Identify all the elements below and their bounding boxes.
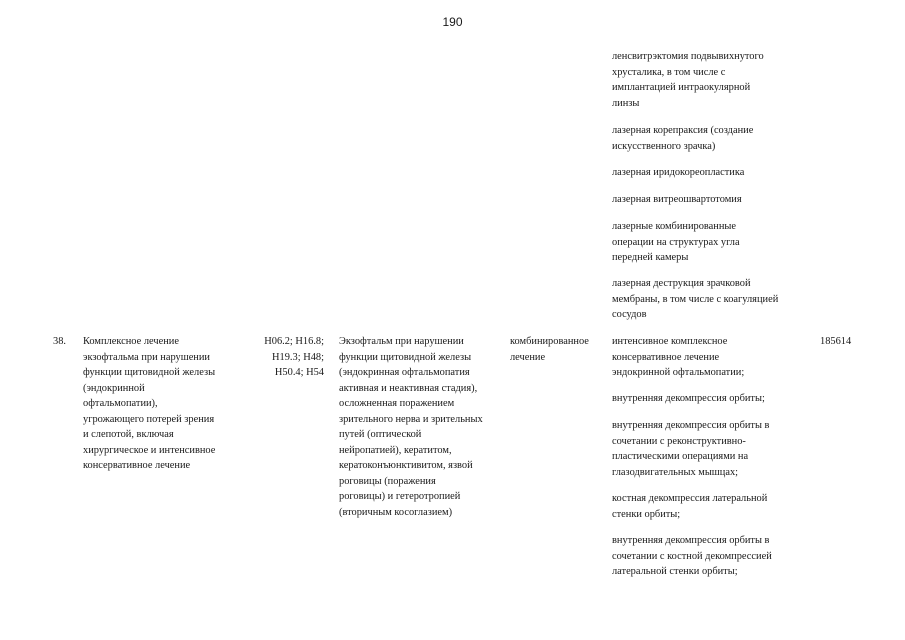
page-number: 190: [442, 15, 463, 29]
continued-method-2: лазерная корепраксия (создание искусственного зрачка): [612, 125, 754, 152]
row-number: 38.: [53, 336, 66, 347]
treatment-type: комбинированное лечение: [510, 336, 589, 363]
method-2: внутренняя декомпрессия орбиты;: [612, 393, 765, 404]
patient-model: Экзофтальм при нарушении функции щитовидной железы (эндокринная офтальмопатия активная и неактивная стадия), осложненная поражением зрительного нерва и зрительных путей (оптической нейропатией), кератитом, кератоконъюнктивитом, язвой роговицы (поражения роговицы) и гетеротропией (вторичным косоглазием): [339, 336, 483, 518]
continued-method-6: лазерная деструкция зрачковой мембраны, в том числе с коагуляцией сосудов: [612, 278, 779, 320]
method-1: интенсивное комплексное консервативное лечение эндокринной офтальмопатии;: [612, 336, 745, 378]
disease-name: Комплексное лечение экзофтальма при нарушении функции щитовидной железы (эндокринной офтальмопатии), угрожающего потерей зрения и слепотой, включая хирургическое и интенсивное консервативное лечение: [83, 336, 216, 471]
continued-method-4: лазерная витреошвартотомия: [612, 194, 742, 205]
method-3: внутренняя декомпрессия орбиты в сочетании с реконструктивно- пластическими операциями на глазодвигательных мышцах;: [612, 420, 770, 478]
continued-method-5: лазерные комбинированные операции на структурах угла передней камеры: [612, 221, 740, 263]
continued-method-3: лазерная иридокореопластика: [612, 167, 745, 178]
method-4: костная декомпрессия латеральной стенки орбиты;: [612, 493, 768, 520]
icd-codes: H06.2; H16.8; H19.3; H48; H50.4; H54: [264, 336, 324, 378]
continued-method-1: ленсвитрэктомия подвывихнутого хрусталика, в том числе с имплантацией интраокулярной линзы: [612, 51, 764, 109]
method-5: внутренняя декомпрессия орбиты в сочетании с костной декомпрессией латеральной стенки орбиты;: [612, 535, 772, 577]
cost: 185614: [820, 336, 852, 347]
